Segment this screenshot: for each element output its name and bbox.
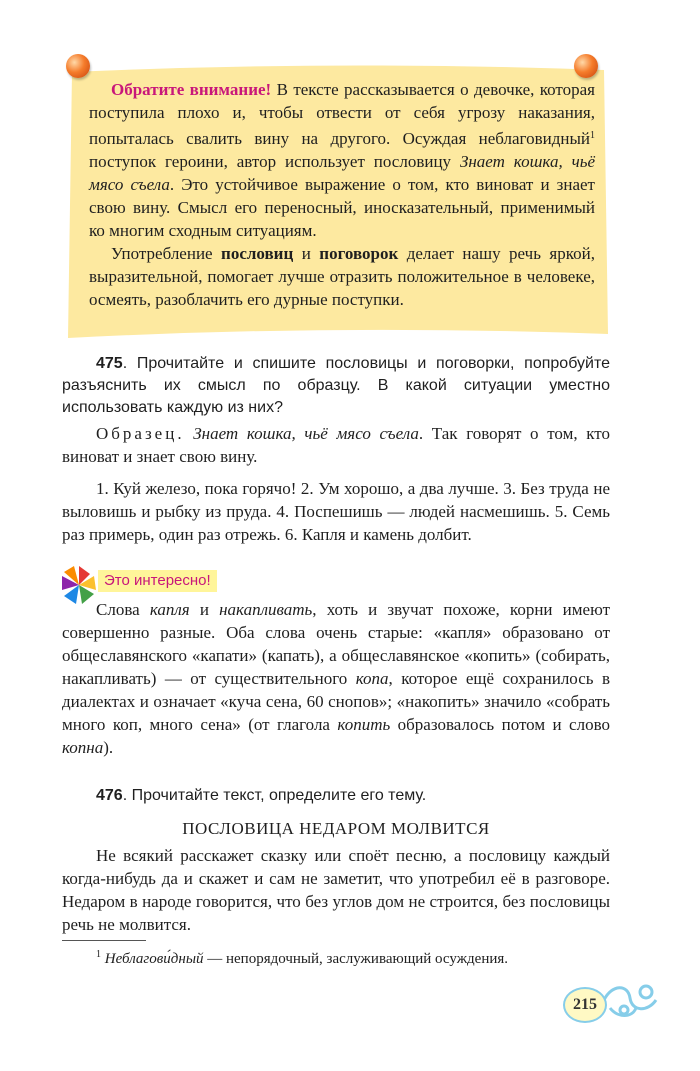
attention-note xyxy=(68,62,608,340)
pushpin-icon xyxy=(66,54,90,78)
word-italic: копить xyxy=(337,715,391,734)
proverb-italic: Знает кошка, чьё мясо съела xyxy=(89,152,596,194)
exercise-475-sample xyxy=(62,422,610,468)
note-text-segment: В тексте рассказывается о девочке, которая поступила плохо и, чтобы отвести от себя угрозу наказания, попыталась свалить вину на другого. Осуждая неблаговидный xyxy=(89,80,595,148)
footnote xyxy=(62,944,610,970)
note-text-segment: . Это устойчивое выражение о том, кто виноват и знает свою вину. Смысл его переносный, иносказательный, применимый ко многим сходным ситуациям. xyxy=(89,175,595,240)
exercise-number: 475 xyxy=(96,355,123,372)
exercise-476-text: Не всякий расскажет сказку или споёт песню, а пословицу каждый когда-нибудь да и скажет и сам не заметит, что употребил её в разговоре. Недаром в народе говорится, что без углов дом не строится, без пословицы речь не молвится. xyxy=(62,846,610,934)
interest-text-segment: , которое ещё сохранилось в диалектах и означает «куча сена, 60 снопов»; «накопить» значило «собрать много коп, много сена» (от глагола xyxy=(62,669,610,734)
note-text xyxy=(89,78,595,311)
footnote-divider xyxy=(62,940,146,941)
note-text-segment: и xyxy=(293,244,320,263)
sample-label: Образец. xyxy=(96,424,185,443)
text-heading: ПОСЛОВИЦА НЕДАРОМ МОЛВИТСЯ xyxy=(182,819,490,838)
task-text: . Прочитайте и спишите пословицы и поговорки, попробуйте разъяснить их смысл по образцу. В какой ситуации уместно использовать каждую из них? xyxy=(62,355,610,416)
interest-text-segment: , хоть и звучат похоже, корни имеют совершенно разные. Оба слова очень старые: «капля» образовано от общеславянского «капати» (капать), а общеславянское «копить» (собирать, накапливать) — от существительного xyxy=(62,600,610,688)
interest-label: Это интересно! xyxy=(98,570,217,592)
footnote-ref: 1 xyxy=(590,130,595,141)
footnote-marker: 1 xyxy=(96,949,101,960)
attention-label: Обратите внимание! xyxy=(111,80,272,99)
footnote-definition: — непорядочный, заслуживающий осуждения. xyxy=(203,951,509,967)
interest-text xyxy=(62,598,610,759)
footnote-term: Неблагови́дный xyxy=(104,951,204,967)
sample-explanation: . Так говорят о том, кто виноват и знает свою вину. xyxy=(62,424,610,466)
pushpin-icon xyxy=(574,54,598,78)
exercise-number: 476 xyxy=(96,787,123,804)
note-text-segment: поступок героини, автор использует пословицу xyxy=(89,152,460,171)
note-paragraph xyxy=(89,78,595,242)
interest-text-segment: ). xyxy=(103,738,114,757)
exercise-475-task xyxy=(62,353,610,419)
term-bold: поговорок xyxy=(319,244,399,263)
interest-text-segment: Слова xyxy=(96,600,150,619)
note-text-segment: Употребление xyxy=(111,244,222,263)
task-text: . Прочитайте текст, определите его тему. xyxy=(122,787,427,804)
interest-text-segment: образовалось потом и слово xyxy=(390,715,610,734)
note-paragraph xyxy=(89,242,595,311)
word-italic: копна xyxy=(62,738,104,757)
interest-text-segment: и xyxy=(189,600,220,619)
term-bold: пословиц xyxy=(221,244,294,263)
exercise-476-task xyxy=(62,785,610,807)
swirl-ornament-icon xyxy=(598,978,662,1022)
word-italic: капля xyxy=(149,600,190,619)
note-text-segment: делает нашу речь яркой, выразительной, помогает лучше отразить положительное в человеке, осмеять, разоблачить его дурные поступки. xyxy=(89,244,595,309)
exercise-475-proverbs: 1. Куй железо, пока горячо! 2. Ум хорошо, а два лучше. 3. Без труда не выловишь и рыбку из пруда. 4. Поспешишь — людей насмешишь. 5. Семь раз примерь, один раз отрежь. 6. Капля и камень долбит. xyxy=(62,479,610,544)
word-italic: накапливать xyxy=(219,600,313,619)
page-number: 215 xyxy=(563,987,607,1023)
sample-proverb: Знает кошка, чьё мясо съела xyxy=(193,424,419,443)
word-italic: копа xyxy=(355,669,389,688)
